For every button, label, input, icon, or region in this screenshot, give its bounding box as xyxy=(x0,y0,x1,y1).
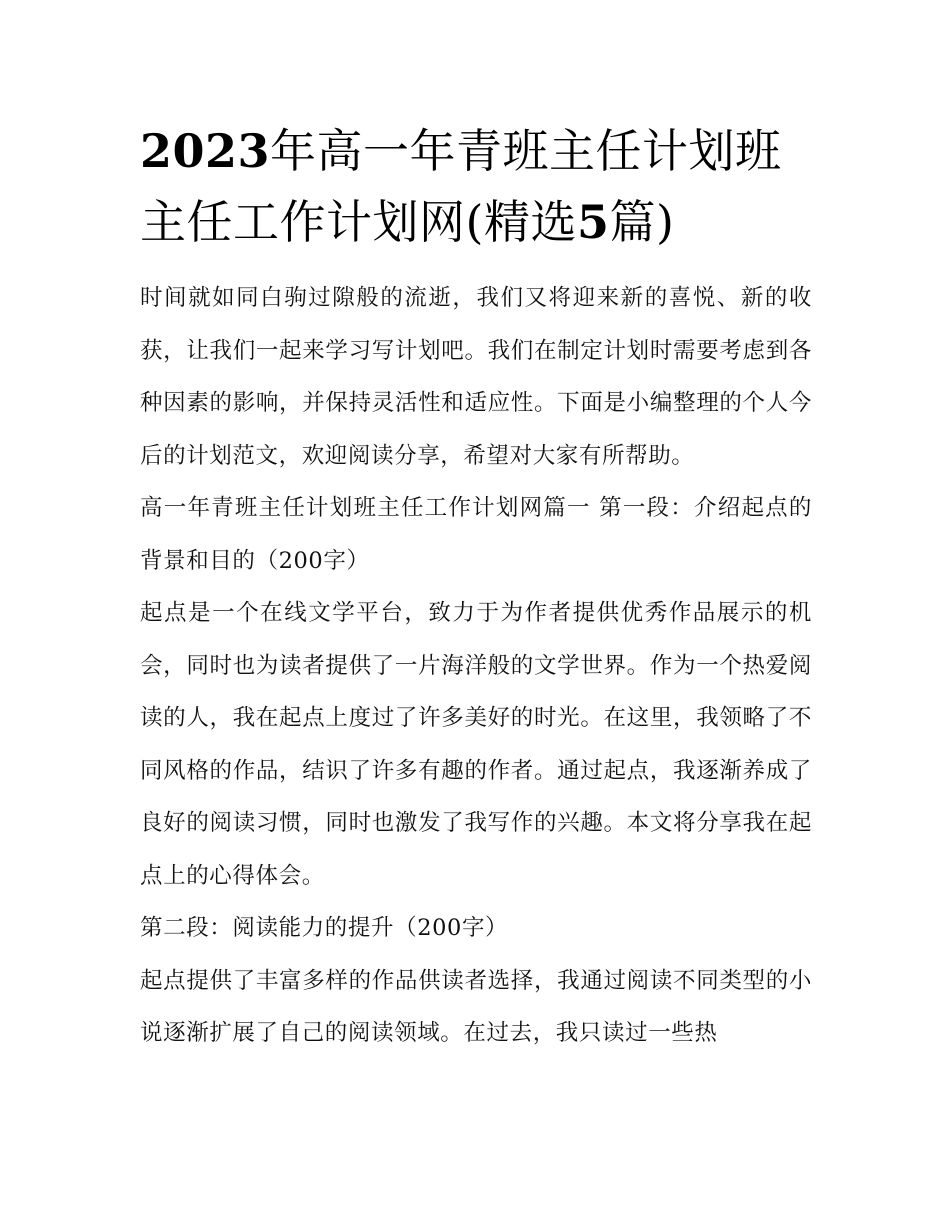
section-heading-1: 高一年青班主任计划班主任工作计划网篇一 第一段：介绍起点的背景和目的（200字） xyxy=(140,495,812,574)
body-paragraph-1: 起点是一个在线文学平台，致力于为作者提供优秀作品展示的机会，同时也为读者提供了一片海洋般的文学世界。作为一个热爱阅读的人，我在起点上度过了许多美好的时光。在这里，我领略了不同风格的作品，结识了许多有趣的作者。通过起点，我逐渐养成了良好的阅读习惯，同时也激发了我写作的兴趣。本文将分享我在起点上的心得体会。 xyxy=(140,600,812,889)
intro-paragraph: 时间就如同白驹过隙般的流逝，我们又将迎来新的喜悦、新的收获，让我们一起来学习写计划吧。我们在制定计划时需要考虑到各种因素的影响，并保持灵活性和适应性。下面是小编整理的个人今后的计划范文，欢迎阅读分享，希望对大家有所帮助。 xyxy=(140,285,812,469)
document-title: 2023年高一年青班主任计划班主任工作计划网(精选5篇) xyxy=(140,124,782,249)
section-heading-2: 第二段：阅读能力的提升（200字） xyxy=(140,915,509,941)
body-paragraph-2: 起点提供了丰富多样的作品供读者选择，我通过阅读不同类型的小说逐渐扩展了自己的阅读领域。在过去，我只读过一些热 xyxy=(140,967,812,1046)
